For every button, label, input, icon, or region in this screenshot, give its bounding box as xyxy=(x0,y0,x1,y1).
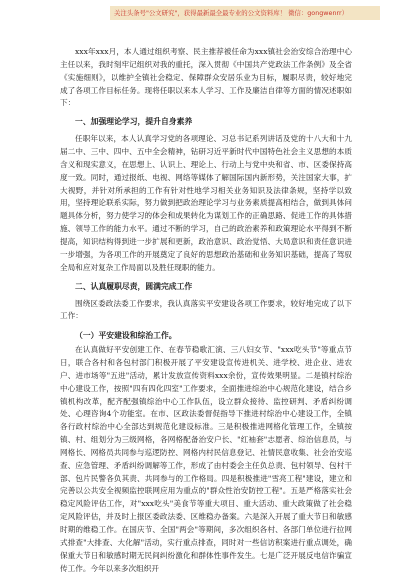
subsection-1-heading: （一）平安建设和综治工作。 xyxy=(75,331,177,341)
intro-paragraph: xxx年xxx月，本人通过组织考察、民主推荐被任命为xxx镇社会治安综合治理中心主任以来，我时刻牢记组织对我的重托，深入贯彻《中国共产党政法工作条例》及全省《实施细则》，以维护全镇社会稳定、保障群众安居乐业为目标，履职尽责，较好地完成了各项工作目标任务。现将任职以来本人学习、工作及廉洁自律等方面的情况述职如下： xyxy=(60,47,352,108)
section-1-paragraph: 任职年以来，本人认真学习党的各项理论、习总书记系列讲话及党的十八大和十九届二中、三中、四中、五中全会精神，钻研习近平新时代中国特色社会主义思想的本质含义和现实意义，在思想上、认识上、理论上、行动上与党中央和省、市、区委保持高度一致。同时，通过报纸、电视、网络等媒体了解国际国内新形势，关注国家大事，扩大视野，并针对所承担的工作有针对性地学习相关业务知识及法律条规，坚持学以致用，坚持理论联系实际，努力做到把政治理论学习与业务素质提高相结合，做到具体问题具体分析，努力使学习的体会和成果转化为谋划工作的正确思路、促进工作的具体措施、领导工作的能力水平。通过不断的学习，自己的政治素养和政策理论水平得到不断提高，知识结构得到进一步扩展和更新，政治意识、政治觉悟、大局意识和责任意识进一步增强，为各项工作的开展奠定了良好的思想政治基础和业务知识基础，提高了驾驭全局和应对复杂工作局面以及胜任现职的能力。 xyxy=(60,134,352,272)
subsection-1-paragraph: 在认真做好平安创建工作、在春节稳歌汇演、三八妇女节、"xxx吃头节"等重点节日，联合各村和各包村部门积极开展了平安建设宣传进机关、进学校、进企业、进农户、进市场等"五进"活动，累计发放宣传资料xxx余份，宣传效果明显。二是镇村综治中心建设工作，按照"四有四化四室"工作要求，全面推进综治中心规范化建设，结合乡镇机构改革，配齐配强镇综治中心工作队伍，设立群众接待、监控研判、矛盾纠纷调处、心理咨询4个功能室。在市、区政法委督促指导下推进村综治中心建设工作，全镇各行政村综治中心全部达到规范化建设标准。三是积极推进网格化管理工作，全镇按镇、村、组划分为三级网格，各网格配备治安户长、"红袖套"志愿者、综治信息员，与网格长、网格员共同参与巡逻防控、网格内村民信息登记、社情民意收集、社会治安巡查、应急管理、矛盾纠纷调解等工作，形成了由村委会主任负总责、包村领导、包村干部、包片民警各负其责、共同参与的工作格局。四是积极推进"雪亮工程"建设，建立和完善以公共安全视频监控联网应用为重点的"群众性治安防控工程"。五是严格落实社会稳定风险评估工作，对"xxx吃头"美食节等重大项目、重大活动、重大政策做了社会稳定风险评估，并及时上报区委政法委、区维稳办备案。六是深入开展了重大节日和敏感时期的维稳工作。在国庆节、全国"两会"等期间，多次组织各村、各部门单位进行拉网式排查"大排查、大化解"活动，实行重点排查，同时对一些信访积案进行重点调处，确保重大节日和敏感时期无民间纠纷激化和群体性事件发生。七是广泛开展反电信诈骗宣传工作。今年以来多次组织开 xyxy=(60,345,352,573)
document-body xyxy=(60,46,352,575)
header-banner: 关注头条号"公文研究"，获得最新最全最专业的公文资料库！ 微信：gongwenrr） xyxy=(110,6,380,20)
section-2-intro-paragraph: 围绕区委政法委工作要求，我认真落实平安建设各项工作要求，较好地完成了以下工作： xyxy=(60,298,352,321)
section-2-heading: 二、认真履职尽责，圆满完成工作 xyxy=(75,281,193,291)
section-1-heading: 一、加强理论学习，提升自身素养 xyxy=(75,117,193,127)
